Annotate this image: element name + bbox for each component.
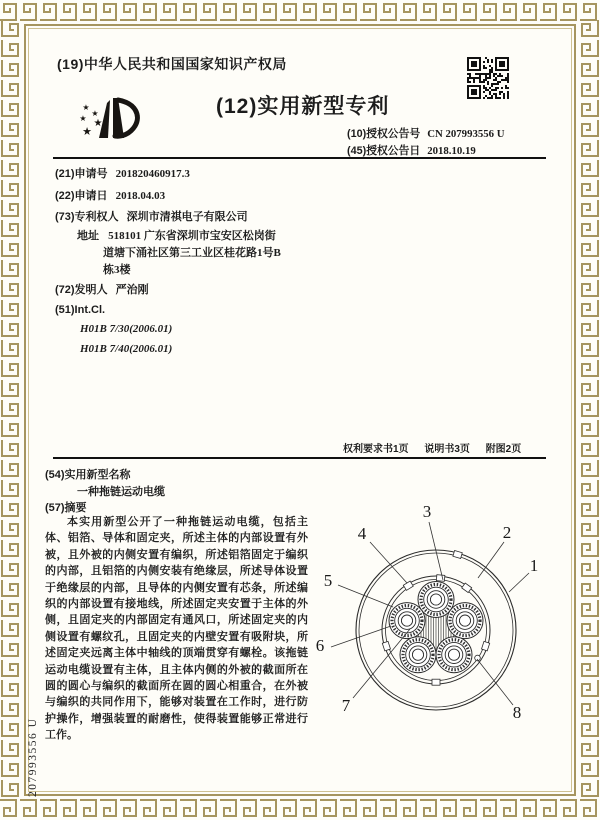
intcl-row [55, 304, 105, 316]
star-icon: ★ [79, 114, 87, 123]
cable-cross-section-figure [310, 486, 562, 762]
inventor-row [55, 281, 149, 297]
drawings-pages: 附图2页 [485, 444, 522, 455]
side-doc-number: 207993556 U [27, 717, 39, 797]
publication-number-row [347, 126, 505, 141]
callout-1: 1 [529, 556, 539, 575]
callout-2: 2 [502, 523, 512, 542]
callout-5: 5 [323, 571, 333, 590]
inventor-label: (72)发明人 [55, 284, 108, 296]
address-line-1: 518101 广东省深圳市宝安区松岗街 [108, 230, 276, 242]
abstract-divider-rule [53, 457, 546, 459]
application-date-row [55, 187, 165, 203]
qr-code [467, 57, 509, 99]
border-meander-left [0, 20, 22, 800]
address-line-2: 道塘下涌社区第三工业区桂花路1号B [103, 247, 281, 259]
intcl-entry-2: H01B 7/40(2006.01) [80, 343, 173, 355]
abstract-text: 本实用新型公开了一种拖链运动电缆，包括主体、铝箔、导体和固定夹，所述主体的内部设置有外被，且外被的内侧安置有编织，所述铝箔固定于编织的内部，且铝箔的内侧安装有绝缘层，所述导体设置于绝缘层的内部，且导体的内侧安置有芯条，所述编织的内部设置有接地线，所述固定夹安置于主体的外侧，且固定夹的内部固定有通风口，所述固定夹的内侧设置有螺纹孔，且固定夹的内壁安置有吸附块，所述固定夹远离主体中轴线的顶端贯穿有螺栓。该拖链运动电缆设置有主体，且主体内侧的外被的截面所在圆的圆心与编织的截面所在圆的圆心相重合，在外被与编织的共同作用下，能够对装置在工作时，进行防护操作，增强装置的耐磨性，使得装置能够正常进行工作。 [45, 516, 308, 742]
intcl-entry-1: H01B 7/30(2006.01) [80, 323, 173, 335]
application-date-label: (22)申请日 [55, 190, 108, 202]
application-number-label: (21)申请号 [55, 168, 108, 180]
utility-model-title-label: (54)实用新型名称 [45, 469, 131, 481]
publication-date-label: (45)授权公告日 [347, 145, 421, 157]
office-name: (19)中华人民共和国国家知识产权局 [57, 56, 287, 72]
patentee-value: 深圳市清祺电子有限公司 [126, 211, 248, 223]
inventor-value: 严治刚 [115, 284, 149, 296]
utility-model-title-value: 一种拖链运动电缆 [77, 486, 165, 498]
conductor [400, 637, 436, 673]
star-icon: ★ [91, 109, 99, 118]
callout-7: 7 [341, 696, 351, 715]
address-label: 地址 [77, 230, 99, 242]
application-date-value: 2018.04.03 [115, 190, 166, 202]
publication-date-row [347, 143, 476, 158]
abstract-label: (57)摘要 [45, 502, 87, 514]
document-type-title: (12)实用新型专利 [216, 95, 390, 118]
claims-pages: 权利要求书1页 [343, 444, 409, 455]
star-icon: ★ [82, 126, 92, 138]
description-pages: 说明书3页 [424, 444, 470, 455]
star-icon: ★ [93, 118, 103, 129]
callout-3: 3 [422, 502, 432, 521]
application-number-value: 201820460917.3 [115, 168, 190, 180]
callout-8: 8 [512, 703, 522, 722]
intcl-label: (51)Int.Cl. [55, 304, 106, 316]
address-row [77, 227, 276, 243]
star-icon: ★ [82, 103, 90, 112]
conductor [436, 637, 472, 673]
border-meander-right [578, 20, 600, 800]
patentee-label: (73)专利权人 [55, 211, 119, 223]
page-counts [343, 440, 521, 455]
publication-number-label: (10)授权公告号 [347, 128, 421, 140]
callout-4: 4 [357, 524, 367, 543]
border-meander-bottom [0, 798, 600, 820]
border-meander-top [0, 0, 600, 22]
patentee-row [55, 208, 248, 224]
header-divider-rule [53, 157, 546, 159]
cnipa-logo-icon [76, 90, 148, 146]
application-number-row [55, 165, 190, 181]
conductor [447, 603, 483, 639]
publication-number-value: CN 207993556 U [427, 128, 505, 140]
callout-6: 6 [315, 636, 325, 655]
address-line-3: 栋3楼 [103, 264, 131, 276]
publication-date-value: 2018.10.19 [427, 145, 476, 157]
